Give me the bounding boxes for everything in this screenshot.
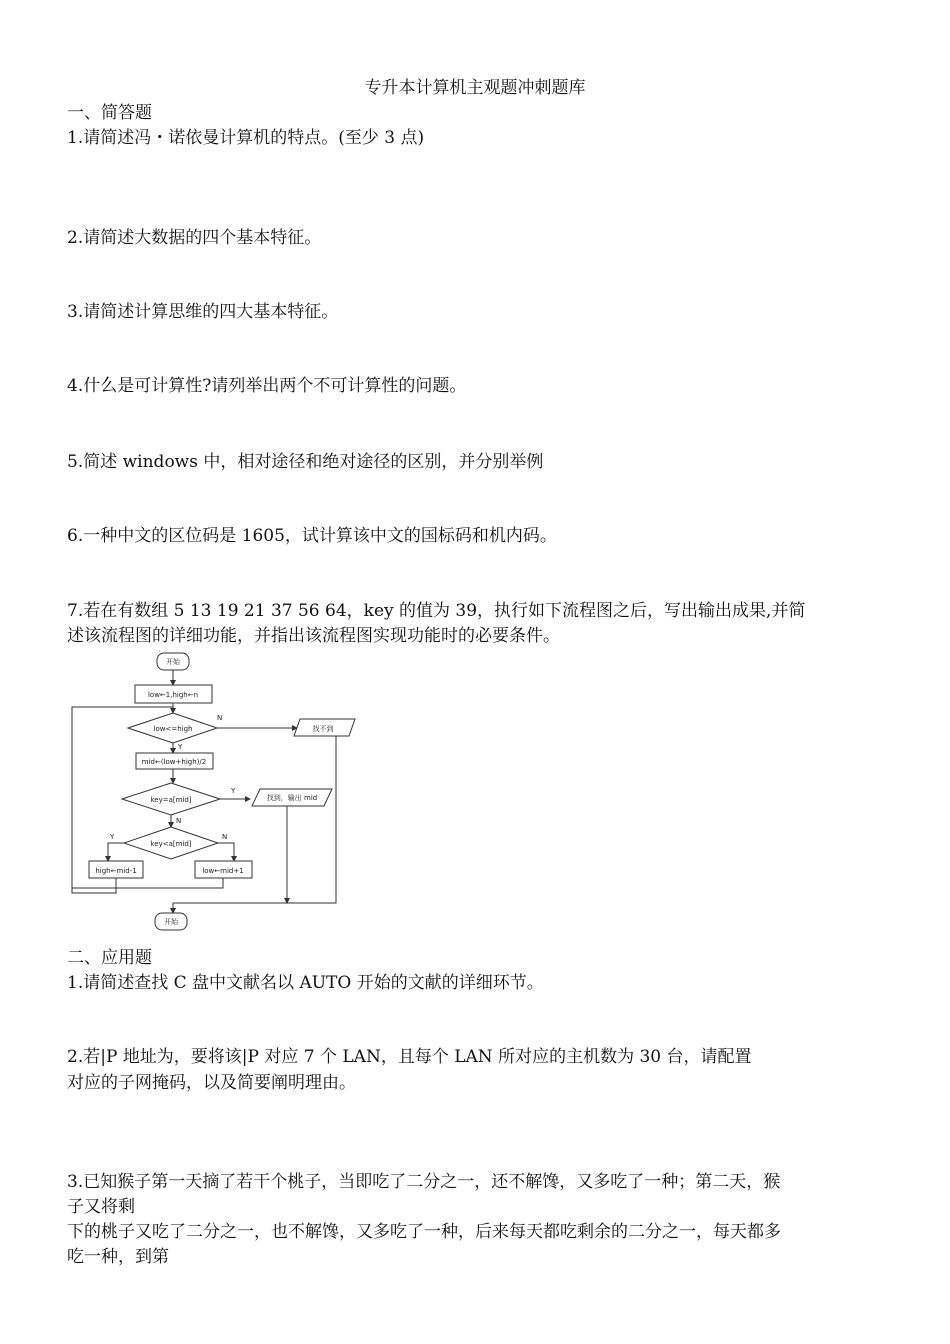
question-2-3-line4: 吃一种，到第 (67, 1247, 169, 1267)
question-1-5: 5.简述 windows 中，相对途径和绝对途径的区别，并分别举例 (67, 452, 544, 472)
section-heading-application: 二、应用题 (67, 948, 152, 968)
set-high-label: high←mid-1 (95, 867, 137, 875)
set-low-label: low←mid+1 (202, 867, 244, 875)
no-label-1: N (217, 714, 223, 722)
no-label-2: N (176, 817, 182, 825)
binary-search-flowchart (60, 645, 380, 940)
question-1-6: 6.一种中文的区位码是 1605，试计算该中文的国标码和机内码。 (67, 526, 557, 546)
init-label: low←1,high←n (147, 691, 199, 699)
yes-label-1: Y (178, 743, 183, 751)
cond1-label: low<=high (153, 725, 193, 733)
page-title: 专升本计算机主观题冲刺题库 (364, 78, 586, 98)
end-label: 开始 (164, 918, 178, 926)
question-1-4: 4.什么是可计算性?请列举出两个不可计算性的问题。 (67, 376, 467, 396)
question-1-7-line2: 述该流程图的详细功能，并指出该流程图实现功能时的必要条件。 (67, 626, 560, 646)
question-2-1: 1.请简述查找 C 盘中文献名以 AUTO 开始的文献的详细环节。 (67, 973, 544, 993)
yes-label-3: Y (110, 833, 115, 841)
question-2-2-line1: 2.若|P 地址为，要将该|P 对应 7 个 LAN，且每个 LAN 所对应的主机数为 30 台，请配置 (67, 1047, 752, 1067)
question-2-2-line2: 对应的子网掩码，以及简要阐明理由。 (67, 1073, 356, 1093)
not-found-label: 找不到 (312, 725, 334, 733)
question-1-3: 3.请简述计算思维的四大基本特征。 (67, 302, 339, 322)
no-label-3: N (222, 833, 228, 841)
cond2-label: key=a[mid] (150, 796, 192, 804)
question-1-1: 1.请简述冯・诺依曼计算机的特点。(至少 3 点) (67, 128, 425, 148)
question-2-3-line2: 子又将剩 (67, 1197, 135, 1217)
question-1-2: 2.请简述大数据的四个基本特征。 (67, 228, 322, 248)
found-label: 找到，输出 mid (266, 794, 318, 802)
question-2-3-line3: 下的桃子又吃了二分之一，也不解馋，又多吃了一种，后来每天都吃剩余的二分之一，每天都多 (67, 1222, 781, 1242)
question-2-3-line1: 3.已知猴子第一天摘了若干个桃子，当即吃了二分之一，还不解馋，又多吃了一种；第二天，猴 (67, 1172, 781, 1192)
yes-label-2: Y (231, 787, 236, 795)
mid-label: mid←(low+high)/2 (141, 758, 207, 766)
cond3-label: key<a[mid] (150, 840, 192, 848)
start-label: 开始 (166, 658, 180, 666)
question-1-7-line1: 7.若在有数组 5 13 19 21 37 56 64，key 的值为 39，执行如下流程图之后，写出输出成果,并简 (67, 601, 806, 621)
section-heading-short-answer: 一、简答题 (67, 103, 152, 123)
